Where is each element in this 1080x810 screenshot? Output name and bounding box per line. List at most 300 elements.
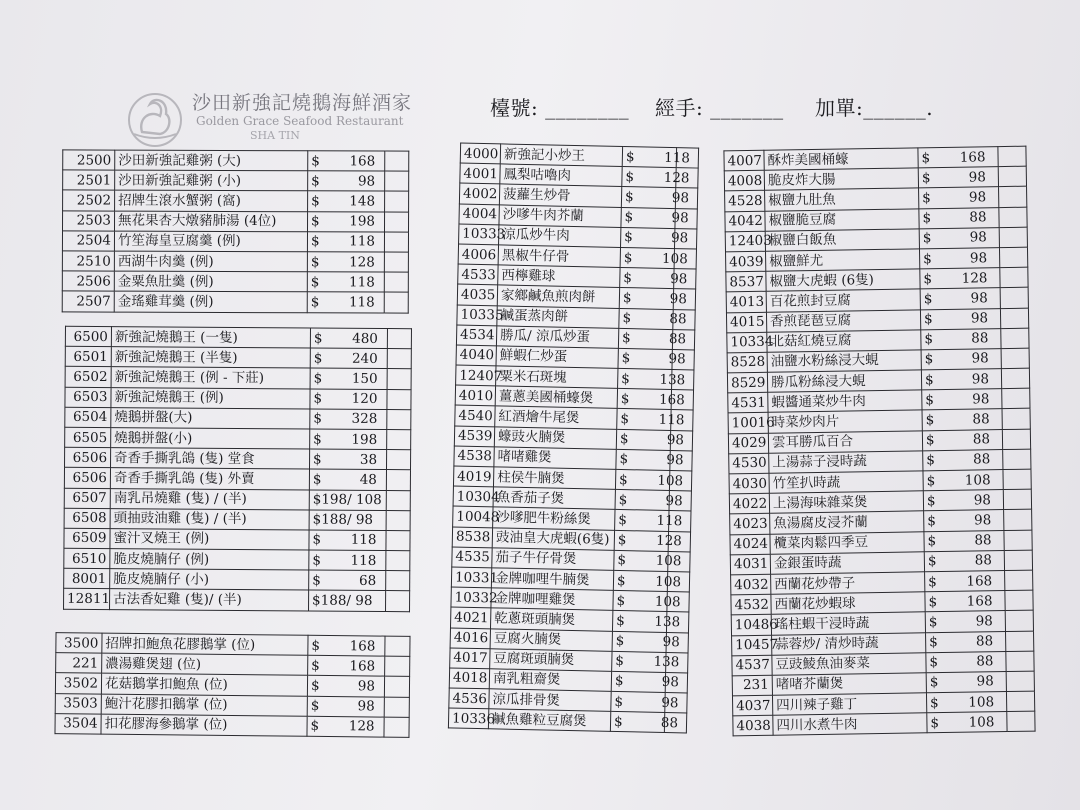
quantity-box[interactable] <box>384 272 408 292</box>
item-name: 鹹蛋蒸肉餅 <box>497 305 619 328</box>
item-code: 4032 <box>731 574 771 595</box>
price-amount: 168 <box>658 391 685 409</box>
quantity-box[interactable] <box>1000 287 1028 308</box>
quantity-box[interactable] <box>385 656 410 676</box>
currency-symbol: $ <box>614 673 624 690</box>
price-amount: 98 <box>973 492 992 509</box>
item-name: 新強記燒鵝王 (例) <box>111 387 310 409</box>
quantity-box[interactable] <box>1002 429 1030 450</box>
item-price <box>918 147 998 168</box>
item-price <box>927 712 1007 733</box>
quantity-box[interactable] <box>1003 449 1031 470</box>
item-code: 10304 <box>453 486 493 507</box>
item-code: 4021 <box>451 607 491 628</box>
item-name: 金粟魚肚羹 (例) <box>114 271 307 292</box>
price-amount: 480 <box>352 330 378 347</box>
quantity-box[interactable] <box>384 212 408 232</box>
currency-symbol: $ <box>613 713 623 730</box>
item-price <box>309 590 386 611</box>
price-amount: 120 <box>351 390 378 408</box>
item-price <box>310 328 387 349</box>
item-name: 椒鹽九肚魚 <box>765 188 919 211</box>
currency-symbol: $ <box>923 250 932 267</box>
currency-symbol: $ <box>313 451 322 468</box>
item-price <box>307 211 384 231</box>
item-price <box>924 530 1004 551</box>
currency-symbol: $ <box>923 311 933 328</box>
quantity-box[interactable] <box>386 510 410 530</box>
item-code: 231 <box>732 675 772 696</box>
item-name: 上湯海味雜菜煲 <box>769 491 923 514</box>
item-name: 蜜汁叉燒王 (例) <box>110 528 309 550</box>
price-amount: 118 <box>350 532 377 549</box>
item-code: 4030 <box>729 473 769 494</box>
quantity-box[interactable] <box>999 247 1027 268</box>
menu-item-row <box>65 447 411 470</box>
menu-item-row <box>65 326 411 349</box>
item-price <box>310 409 387 430</box>
item-name: 金銀蛋時蔬 <box>770 552 924 575</box>
quantity-box[interactable] <box>1004 509 1032 530</box>
quantity-box[interactable] <box>384 232 408 252</box>
menu-item-row <box>448 708 686 733</box>
item-code: 4038 <box>733 715 773 736</box>
menu-item-row <box>733 711 1035 736</box>
item-code: 2502 <box>63 190 115 210</box>
item-code: 3504 <box>55 713 101 734</box>
item-price <box>309 510 386 531</box>
item-code: 10331 <box>451 567 491 588</box>
item-code: 2504 <box>62 231 114 251</box>
quantity-box[interactable] <box>386 490 410 510</box>
menu-item-row <box>63 210 409 231</box>
quantity-box[interactable] <box>384 697 409 717</box>
item-name: 蝦醬通菜炒牛肉 <box>768 390 922 413</box>
price-amount: 98 <box>671 189 690 207</box>
quantity-box[interactable] <box>1007 711 1035 732</box>
currency-symbol: $ <box>927 513 936 530</box>
price-amount: 108 <box>654 593 681 610</box>
menu-item-row <box>62 291 408 312</box>
item-code: 4539 <box>454 426 494 447</box>
item-name: 無花果杏大燉豬肺湯 (4位) <box>115 211 308 232</box>
item-name: 豆腐火腩煲 <box>490 628 612 651</box>
currency-symbol: $ <box>313 410 322 427</box>
price-amount: 98 <box>357 698 375 715</box>
item-name: 鮑汁花膠扣鵝掌 (位) <box>101 694 307 716</box>
currency-symbol: $ <box>922 210 932 227</box>
currency-symbol: $ <box>924 351 934 368</box>
item-code: 8537 <box>726 271 766 292</box>
menu-item-row <box>64 468 410 491</box>
quantity-box[interactable] <box>1001 348 1029 369</box>
price-amount: 168 <box>349 152 376 170</box>
price-amount: 108 <box>968 714 995 731</box>
item-code: 4534 <box>456 325 496 346</box>
item-price <box>620 247 688 268</box>
menu-item-row <box>64 528 410 551</box>
item-price <box>612 611 681 632</box>
item-code: 4029 <box>728 433 768 454</box>
price-amount: 98 <box>968 189 987 206</box>
item-code: 10335 <box>457 305 497 326</box>
price-amount: 198 <box>351 431 378 448</box>
item-code: 2506 <box>62 271 114 291</box>
price-amount: 88 <box>969 209 987 226</box>
item-code: 4000 <box>460 143 500 164</box>
currency-symbol: $ <box>310 253 320 270</box>
item-code: 221 <box>56 653 102 674</box>
item-price <box>919 248 999 269</box>
item-price <box>309 449 386 470</box>
item-name: 脆皮燒腩仔 (例) <box>110 549 309 571</box>
quantity-box[interactable] <box>999 187 1027 208</box>
currency-symbol: $ <box>311 657 320 674</box>
menu-item-row <box>65 346 411 369</box>
item-name: 新強記燒鵝王 (一隻) <box>111 327 310 349</box>
currency-symbol: $ <box>618 471 628 488</box>
quantity-box[interactable] <box>1002 409 1030 430</box>
currency-symbol: $ <box>310 273 320 291</box>
item-name: 菠蘿生炒骨 <box>499 184 621 207</box>
price-amount: 118 <box>663 149 691 166</box>
item-name: 柱侯牛腩煲 <box>493 467 615 490</box>
item-name: 粟米石斑塊 <box>496 366 618 389</box>
currency-symbol: $ <box>619 451 629 468</box>
item-name: 涼瓜排骨煲 <box>489 689 611 712</box>
currency-symbol: $ <box>614 693 624 710</box>
item-name: 鳳梨咕嚕肉 <box>500 164 622 187</box>
currency-symbol: $ <box>926 472 936 489</box>
quantity-box[interactable] <box>999 207 1027 228</box>
quantity-box[interactable] <box>387 329 411 349</box>
item-name: 燒鵝拼盤(大) <box>111 407 310 429</box>
price-amount: 118 <box>349 274 375 291</box>
price-amount: 168 <box>349 658 376 675</box>
item-combo-price: $188/ 98 <box>312 511 374 529</box>
menu-item-row <box>65 427 411 450</box>
currency-symbol: $ <box>617 552 627 569</box>
item-code: 4037 <box>732 695 772 716</box>
currency-symbol: $ <box>310 233 320 250</box>
item-name: 豉油皇大虎蝦(6隻) <box>492 527 614 550</box>
price-amount: 98 <box>666 432 685 449</box>
item-price <box>307 252 384 272</box>
quantity-box[interactable] <box>1003 489 1031 510</box>
currency-symbol: $ <box>618 511 628 529</box>
currency-symbol: $ <box>624 229 633 246</box>
menu-item-row <box>63 190 409 211</box>
item-price <box>616 429 685 450</box>
currency-symbol: $ <box>313 350 323 367</box>
quantity-box[interactable] <box>998 166 1026 187</box>
currency-symbol: $ <box>620 411 630 428</box>
item-price <box>309 570 386 591</box>
quantity-box[interactable] <box>384 717 409 737</box>
menu-item-row <box>63 150 409 171</box>
price-amount: 98 <box>973 512 992 529</box>
item-name: 酥炸美國桶蠔 <box>764 148 918 171</box>
item-name: 鹹魚雞粒豆腐煲 <box>488 709 610 732</box>
menu-item-row <box>65 407 411 430</box>
restaurant-subline: SHA TIN <box>250 129 300 142</box>
item-name: 啫啫芥蘭煲 <box>772 673 926 696</box>
item-price <box>920 308 1000 329</box>
price-amount: 98 <box>971 370 990 388</box>
item-price <box>613 570 682 591</box>
price-amount: 88 <box>668 331 687 348</box>
price-amount: 68 <box>358 572 377 589</box>
item-price <box>307 232 384 252</box>
item-price <box>919 187 999 208</box>
menu-item-row <box>65 387 411 410</box>
price-amount: 98 <box>670 270 688 288</box>
item-code: 10048 <box>453 506 493 527</box>
item-code: 10334 <box>727 332 767 353</box>
item-code: 4017 <box>450 648 490 669</box>
price-amount: 98 <box>666 452 684 469</box>
currency-symbol: $ <box>926 452 936 469</box>
item-price <box>612 631 680 652</box>
currency-symbol: $ <box>925 391 935 409</box>
currency-symbol: $ <box>929 674 939 691</box>
item-code: 4001 <box>460 163 500 184</box>
roast-goose-table <box>63 326 412 612</box>
item-price <box>920 268 1000 289</box>
item-name: 頭抽豉油雞 (隻) / (半) <box>110 508 309 530</box>
item-price <box>610 712 679 733</box>
price-amount: 98 <box>670 230 689 247</box>
currency-symbol: $ <box>310 677 320 694</box>
item-code: 4535 <box>452 547 492 568</box>
item-price <box>920 288 1000 309</box>
quantity-box[interactable] <box>1001 368 1029 389</box>
quantity-box[interactable] <box>386 470 410 490</box>
item-code: 6504 <box>65 407 111 428</box>
item-price <box>615 490 683 511</box>
quantity-box[interactable] <box>1005 610 1033 631</box>
quantity-box[interactable] <box>385 191 409 211</box>
item-name: 西蘭花炒帶子 <box>771 572 925 595</box>
item-price <box>921 328 1001 349</box>
quantity-box[interactable] <box>387 409 411 429</box>
item-price <box>310 389 387 410</box>
quantity-box[interactable] <box>386 551 410 571</box>
item-name: 招牌生滾水蟹粥 (窩) <box>115 190 308 211</box>
item-code: 4018 <box>449 668 489 689</box>
currency-symbol: $ <box>615 633 625 650</box>
currency-symbol: $ <box>621 350 631 367</box>
goose-logo-icon <box>120 88 190 148</box>
item-price <box>617 389 685 410</box>
currency-symbol: $ <box>625 148 635 165</box>
item-combo-price: $188/ 98 <box>312 592 373 609</box>
quantity-box[interactable] <box>387 429 411 449</box>
price-amount: 118 <box>350 552 377 569</box>
fried-vegetable-table <box>723 146 1035 737</box>
item-price <box>309 550 386 571</box>
price-amount: 128 <box>655 532 683 550</box>
quantity-box[interactable] <box>386 571 410 591</box>
item-price <box>923 490 1003 511</box>
item-code: 6501 <box>65 346 111 367</box>
quantity-box[interactable] <box>387 369 411 389</box>
item-price <box>921 369 1001 390</box>
table-number-field[interactable]: 檯號: ________ <box>490 96 630 120</box>
item-name: 鮮蝦仁炒蛋 <box>496 346 618 369</box>
currency-symbol: $ <box>929 654 939 671</box>
price-amount: 98 <box>972 391 990 408</box>
item-price <box>922 429 1002 450</box>
item-code: 4538 <box>454 446 494 467</box>
quantity-box[interactable] <box>999 227 1027 248</box>
item-name: 涼瓜炒牛肉 <box>499 225 621 248</box>
quantity-box[interactable] <box>1004 550 1032 571</box>
currency-symbol: $ <box>928 573 937 590</box>
price-amount: 98 <box>976 673 994 690</box>
addon-order-field[interactable]: 加單:______. <box>815 96 934 120</box>
price-amount: 98 <box>357 173 376 190</box>
quantity-box[interactable] <box>1002 388 1030 409</box>
price-amount: 88 <box>976 653 994 670</box>
item-price <box>621 227 689 248</box>
item-price <box>925 570 1005 591</box>
item-name: 脆皮炸大腸 <box>764 168 918 191</box>
currency-symbol: $ <box>311 152 320 169</box>
price-amount: 98 <box>665 492 683 510</box>
price-amount: 328 <box>351 411 378 428</box>
menu-item-row <box>64 548 410 571</box>
item-price <box>622 146 691 167</box>
quantity-box[interactable] <box>384 252 408 272</box>
price-amount: 98 <box>971 350 989 368</box>
item-name: 蠔豉火腩煲 <box>494 426 616 449</box>
item-name: 竹笙扒時蔬 <box>769 471 923 494</box>
handler-field[interactable]: 經手: _______ <box>655 96 784 120</box>
item-price <box>619 288 688 309</box>
item-code: 4532 <box>731 594 771 615</box>
restaurant-name: 沙田新強記燒鵝海鮮酒家 <box>192 92 413 114</box>
item-name: 雲耳勝瓜百合 <box>768 430 922 453</box>
item-price <box>307 676 384 697</box>
price-amount: 48 <box>359 471 377 488</box>
quantity-box[interactable] <box>387 389 411 409</box>
item-code: 4040 <box>456 345 496 366</box>
item-price <box>308 171 385 191</box>
item-price <box>613 590 681 611</box>
item-code: 4010 <box>455 385 495 406</box>
item-name: 時菜炒肉片 <box>768 410 922 433</box>
item-name: 蒜蓉炒/ 清炒時蔬 <box>772 632 926 655</box>
quantity-box[interactable] <box>1000 308 1028 329</box>
quantity-box[interactable] <box>1005 590 1033 611</box>
item-name: 椒鹽白飯魚 <box>765 229 919 252</box>
quantity-box[interactable] <box>998 146 1026 167</box>
item-price <box>309 490 386 511</box>
currency-symbol: $ <box>310 697 320 715</box>
item-name: 四川水煮牛肉 <box>773 713 927 736</box>
item-name: 西湖牛肉羹 (例) <box>114 251 307 272</box>
item-code: 4019 <box>453 466 493 487</box>
item-price <box>308 151 385 171</box>
quantity-box[interactable] <box>1006 671 1034 692</box>
item-price <box>307 292 384 312</box>
currency-symbol: $ <box>922 190 931 207</box>
item-code: 4537 <box>732 655 772 676</box>
currency-symbol: $ <box>922 230 932 247</box>
item-price <box>309 530 386 551</box>
quantity-box[interactable] <box>386 591 410 611</box>
item-price <box>310 368 387 389</box>
quantity-box[interactable] <box>386 450 410 470</box>
quantity-box[interactable] <box>1000 267 1028 288</box>
quantity-box[interactable] <box>1004 530 1032 551</box>
menu-item-row <box>62 271 408 292</box>
menu-item-row <box>63 170 409 191</box>
item-name: 奇香手撕乳鴿 (隻) 堂食 <box>111 448 310 470</box>
currency-symbol: $ <box>927 533 937 550</box>
quantity-box[interactable] <box>386 530 410 550</box>
item-code: 10336 <box>448 708 488 729</box>
currency-symbol: $ <box>310 718 320 735</box>
price-amount: 98 <box>969 229 987 246</box>
quantity-box[interactable] <box>384 292 408 312</box>
item-name: 沙田新強記雞粥 (大) <box>115 150 308 171</box>
quantity-box[interactable] <box>1006 651 1034 672</box>
item-name: 乾蔥斑頭腩煲 <box>491 608 613 631</box>
quantity-box[interactable] <box>1005 570 1033 591</box>
price-amount: 88 <box>974 532 992 549</box>
currency-symbol: $ <box>615 653 625 670</box>
item-code: 12407 <box>456 365 496 386</box>
quantity-box[interactable] <box>385 151 409 171</box>
quantity-box[interactable] <box>1003 469 1031 490</box>
item-code: 4540 <box>455 405 495 426</box>
item-name: 椒鹽脆豆腐 <box>765 208 919 231</box>
item-name: 瑤柱蝦干浸時蔬 <box>771 612 925 635</box>
item-name: 脆皮燒腩仔 (小) <box>110 569 309 591</box>
currency-symbol: $ <box>621 370 631 387</box>
item-name: 金牌咖哩牛腩煲 <box>491 568 613 591</box>
abalone-goose-web-table <box>54 632 410 738</box>
quantity-box[interactable] <box>385 636 410 656</box>
item-name: 濃湯雞煲翅 (位) <box>102 653 308 675</box>
restaurant-name-english: Golden Grace Seafood Restaurant <box>196 114 404 128</box>
item-price <box>308 191 385 211</box>
item-price <box>307 696 384 717</box>
price-amount: 88 <box>974 552 993 569</box>
price-amount: 108 <box>657 472 684 489</box>
quantity-box[interactable] <box>1001 328 1029 349</box>
quantity-box[interactable] <box>1006 691 1034 712</box>
quantity-box[interactable] <box>385 171 409 191</box>
price-amount: 98 <box>968 169 986 186</box>
currency-symbol: $ <box>618 491 628 508</box>
item-price <box>618 348 686 369</box>
item-code: 4024 <box>730 534 770 555</box>
item-price <box>611 671 680 692</box>
currency-symbol: $ <box>930 714 940 732</box>
menu-item-row <box>62 251 408 272</box>
quantity-box[interactable] <box>387 349 411 369</box>
currency-symbol: $ <box>616 612 625 630</box>
currency-symbol: $ <box>617 532 627 549</box>
price-amount: 128 <box>961 270 988 287</box>
item-name: 沙嗲牛肉芥蘭 <box>499 204 621 227</box>
quantity-box[interactable] <box>1005 631 1033 652</box>
item-price <box>617 409 685 430</box>
quantity-box[interactable] <box>384 676 409 696</box>
